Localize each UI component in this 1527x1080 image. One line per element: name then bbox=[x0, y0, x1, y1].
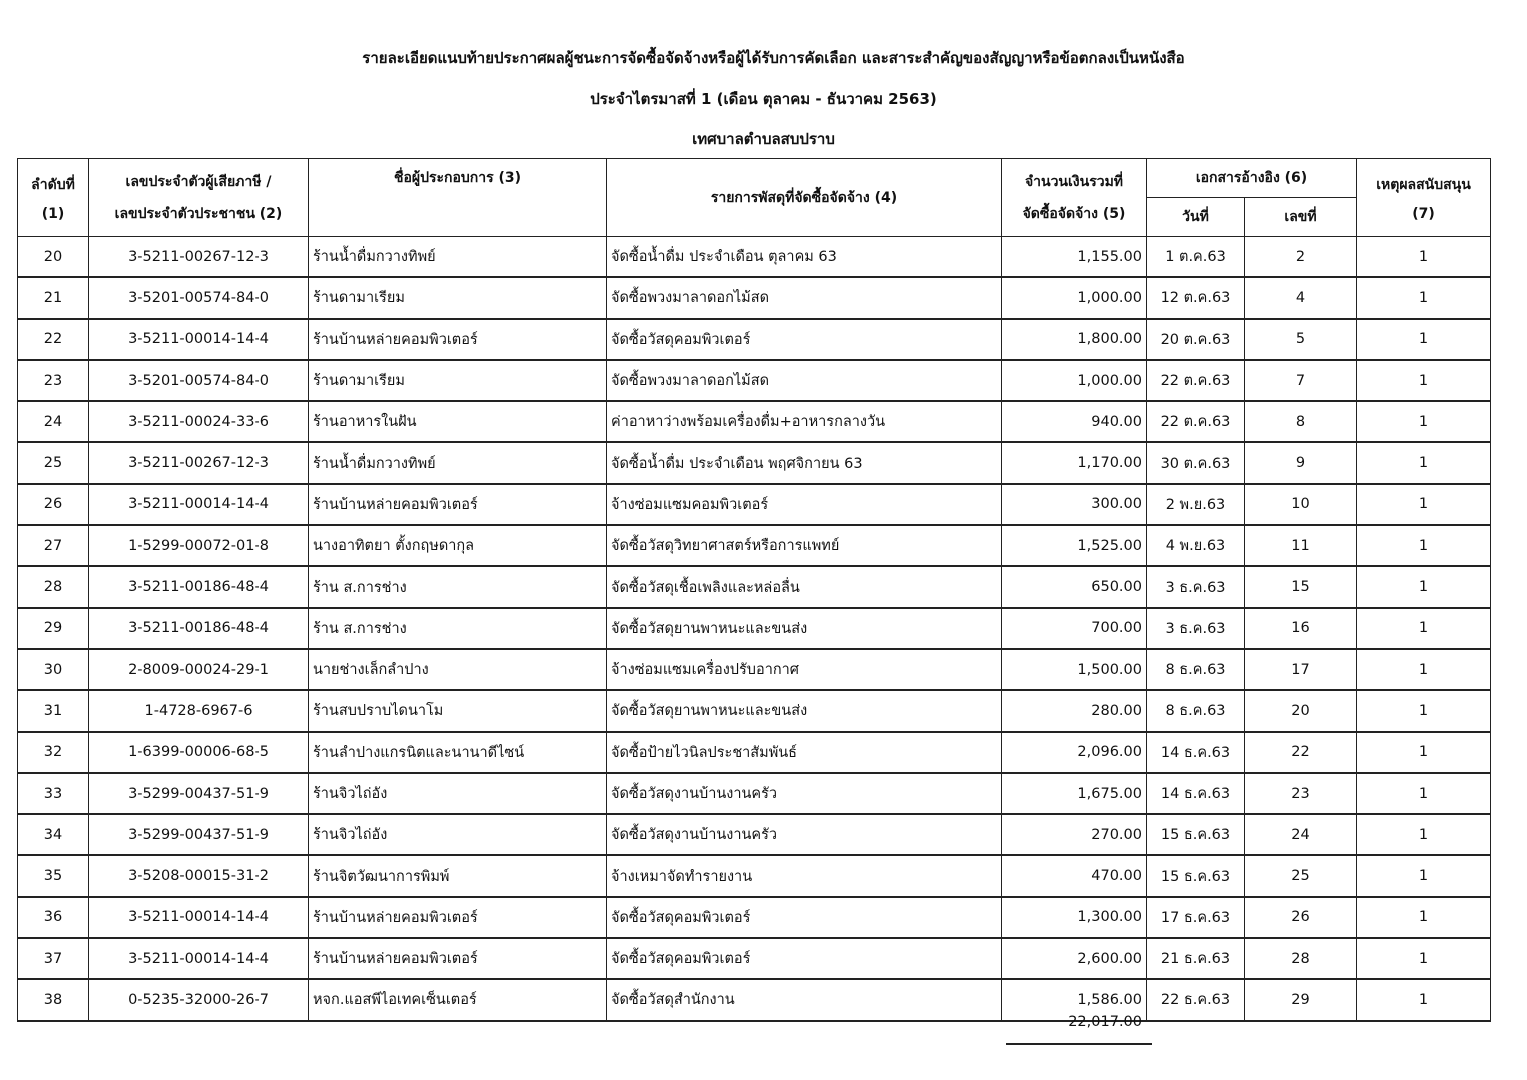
cell-vendor: หจก.แอสพีไอเทคเซ็นเตอร์ bbox=[309, 979, 607, 1020]
cell-amount: 1,000.00 bbox=[1002, 277, 1147, 318]
cell-seq: 35 bbox=[18, 855, 89, 896]
cell-vendor: ร้านจิตวัฒนาการพิมพ์ bbox=[309, 855, 607, 896]
cell-seq: 24 bbox=[18, 401, 89, 442]
cell-amount: 1,675.00 bbox=[1002, 773, 1147, 814]
header-reason-label: เหตุผลสนับสนุน bbox=[1376, 176, 1471, 193]
header-reason bbox=[1357, 159, 1491, 237]
header-taxid bbox=[89, 159, 309, 237]
cell-amount: 1,500.00 bbox=[1002, 649, 1147, 690]
header-amount-label: จำนวนเงินรวมที่ bbox=[1024, 173, 1124, 190]
cell-ref-date: 8 ธ.ค.63 bbox=[1147, 690, 1245, 731]
cell-taxid: 3-5211-00186-48-4 bbox=[89, 566, 309, 607]
cell-item: จัดซื้อน้ำดื่ม ประจำเดือน ตุลาคม 63 bbox=[607, 237, 1002, 278]
cell-item: จ้างเหมาจัดทำรายงาน bbox=[607, 855, 1002, 896]
cell-reason: 1 bbox=[1357, 442, 1491, 483]
cell-ref-no: 16 bbox=[1245, 608, 1357, 649]
cell-taxid: 3-5211-00014-14-4 bbox=[89, 319, 309, 360]
cell-ref-date: 22 ต.ค.63 bbox=[1147, 401, 1245, 442]
cell-taxid: 3-5211-00014-14-4 bbox=[89, 897, 309, 938]
cell-item: จัดซื้อวัสดุคอมพิวเตอร์ bbox=[607, 897, 1002, 938]
table-row bbox=[18, 814, 1491, 855]
cell-vendor: ร้านดามาเรียม bbox=[309, 360, 607, 401]
cell-amount: 650.00 bbox=[1002, 566, 1147, 607]
table-row bbox=[18, 319, 1491, 360]
cell-seq: 28 bbox=[18, 566, 89, 607]
table-row bbox=[18, 360, 1491, 401]
cell-seq: 37 bbox=[18, 938, 89, 979]
table-row bbox=[18, 566, 1491, 607]
cell-seq: 32 bbox=[18, 732, 89, 773]
cell-seq: 23 bbox=[18, 360, 89, 401]
cell-reason: 1 bbox=[1357, 732, 1491, 773]
document-subtitle-organization: เทศบาลตำบลสบปราบ bbox=[692, 130, 835, 148]
cell-amount: 1,525.00 bbox=[1002, 525, 1147, 566]
table-row bbox=[18, 938, 1491, 979]
cell-amount: 1,586.00 bbox=[1002, 979, 1147, 1020]
cell-reason: 1 bbox=[1357, 566, 1491, 607]
cell-taxid: 3-5211-00267-12-3 bbox=[89, 442, 309, 483]
cell-ref-no: 2 bbox=[1245, 237, 1357, 278]
cell-ref-date: 20 ต.ค.63 bbox=[1147, 319, 1245, 360]
cell-vendor: ร้านบ้านหล่ายคอมพิวเตอร์ bbox=[309, 897, 607, 938]
table-row bbox=[18, 277, 1491, 318]
cell-item: จัดซื้อน้ำดื่ม ประจำเดือน พฤศจิกายน 63 bbox=[607, 442, 1002, 483]
document-title: รายละเอียดแนบท้ายประกาศผลผู้ชนะการจัดซื้อจัดจ้างหรือผู้ได้รับการคัดเลือก และสาระสำคัญของสัญญาหรือข้อตกลงเป็นหนังสือ bbox=[362, 49, 1185, 67]
cell-vendor: ร้านน้ำดื่มกวางทิพย์ bbox=[309, 237, 607, 278]
cell-vendor: ร้านบ้านหล่ายคอมพิวเตอร์ bbox=[309, 484, 607, 525]
cell-taxid: 3-5299-00437-51-9 bbox=[89, 773, 309, 814]
cell-ref-no: 11 bbox=[1245, 525, 1357, 566]
cell-ref-date: 4 พ.ย.63 bbox=[1147, 525, 1245, 566]
cell-vendor: ร้านสบปราบไดนาโม bbox=[309, 690, 607, 731]
cell-ref-date: 14 ธ.ค.63 bbox=[1147, 773, 1245, 814]
cell-taxid: 1-5299-00072-01-8 bbox=[89, 525, 309, 566]
cell-reason: 1 bbox=[1357, 360, 1491, 401]
cell-ref-date: 17 ธ.ค.63 bbox=[1147, 897, 1245, 938]
cell-taxid: 1-4728-6967-6 bbox=[89, 690, 309, 731]
cell-vendor: ร้านจิวไถ่อัง bbox=[309, 814, 607, 855]
cell-seq: 33 bbox=[18, 773, 89, 814]
cell-ref-date: 30 ต.ค.63 bbox=[1147, 442, 1245, 483]
cell-seq: 25 bbox=[18, 442, 89, 483]
table-row bbox=[18, 690, 1491, 731]
cell-reason: 1 bbox=[1357, 855, 1491, 896]
table-row bbox=[18, 979, 1491, 1020]
cell-seq: 34 bbox=[18, 814, 89, 855]
cell-item: จัดซื้อวัสดุเชื้อเพลิงและหล่อลื่น bbox=[607, 566, 1002, 607]
cell-ref-date: 15 ธ.ค.63 bbox=[1147, 814, 1245, 855]
cell-reason: 1 bbox=[1357, 401, 1491, 442]
cell-seq: 38 bbox=[18, 979, 89, 1020]
cell-amount: 2,096.00 bbox=[1002, 732, 1147, 773]
cell-taxid: 1-6399-00006-68-5 bbox=[89, 732, 309, 773]
cell-vendor: ร้านจิวไถ่อัง bbox=[309, 773, 607, 814]
cell-ref-date: 22 ต.ค.63 bbox=[1147, 360, 1245, 401]
cell-ref-no: 25 bbox=[1245, 855, 1357, 896]
cell-ref-no: 17 bbox=[1245, 649, 1357, 690]
header-ref-no: เลขที่ bbox=[1245, 198, 1357, 237]
cell-item: จัดซื้อพวงมาลาดอกไม้สด bbox=[607, 360, 1002, 401]
cell-taxid: 2-8009-00024-29-1 bbox=[89, 649, 309, 690]
cell-amount: 1,170.00 bbox=[1002, 442, 1147, 483]
cell-vendor: ร้าน ส.การช่าง bbox=[309, 566, 607, 607]
cell-ref-no: 4 bbox=[1245, 277, 1357, 318]
cell-item: จัดซื้อวัสดุคอมพิวเตอร์ bbox=[607, 938, 1002, 979]
cell-taxid: 3-5211-00014-14-4 bbox=[89, 938, 309, 979]
cell-vendor: ร้านน้ำดื่มกวางทิพย์ bbox=[309, 442, 607, 483]
cell-seq: 30 bbox=[18, 649, 89, 690]
cell-taxid: 0-5235-32000-26-7 bbox=[89, 979, 309, 1020]
cell-taxid: 3-5201-00574-84-0 bbox=[89, 277, 309, 318]
cell-item: จัดซื้อวัสดุยานพาหนะและขนส่ง bbox=[607, 690, 1002, 731]
cell-seq: 27 bbox=[18, 525, 89, 566]
table-row bbox=[18, 442, 1491, 483]
cell-reason: 1 bbox=[1357, 237, 1491, 278]
cell-ref-date: 2 พ.ย.63 bbox=[1147, 484, 1245, 525]
header-ref-date: วันที่ bbox=[1147, 198, 1245, 237]
cell-ref-date: 21 ธ.ค.63 bbox=[1147, 938, 1245, 979]
cell-item: จัดซื้อวัสดุคอมพิวเตอร์ bbox=[607, 319, 1002, 360]
header-taxid-label: เลขประจำตัวผู้เสียภาษี / bbox=[125, 173, 272, 190]
cell-item: จัดซื้อพวงมาลาดอกไม้สด bbox=[607, 277, 1002, 318]
cell-vendor: ร้านดามาเรียม bbox=[309, 277, 607, 318]
cell-ref-no: 10 bbox=[1245, 484, 1357, 525]
cell-taxid: 3-5211-00267-12-3 bbox=[89, 237, 309, 278]
cell-vendor: ร้านลำปางแกรนิตและนานาดีไซน์ bbox=[309, 732, 607, 773]
cell-amount: 1,800.00 bbox=[1002, 319, 1147, 360]
cell-amount: 300.00 bbox=[1002, 484, 1147, 525]
cell-item: จัดซื้อวัสดุยานพาหนะและขนส่ง bbox=[607, 608, 1002, 649]
cell-vendor: ร้านบ้านหล่ายคอมพิวเตอร์ bbox=[309, 319, 607, 360]
cell-amount: 280.00 bbox=[1002, 690, 1147, 731]
cell-ref-date: 15 ธ.ค.63 bbox=[1147, 855, 1245, 896]
cell-vendor: ร้านบ้านหล่ายคอมพิวเตอร์ bbox=[309, 938, 607, 979]
cell-reason: 1 bbox=[1357, 938, 1491, 979]
cell-item: จัดซื้อวัสดุงานบ้านงานครัว bbox=[607, 773, 1002, 814]
header-taxid-label-2: เลขประจำตัวประชาชน (2) bbox=[114, 205, 283, 222]
cell-reason: 1 bbox=[1357, 773, 1491, 814]
cell-vendor: นางอาทิตยา ตั้งกฤษดากุล bbox=[309, 525, 607, 566]
cell-seq: 36 bbox=[18, 897, 89, 938]
table-row bbox=[18, 525, 1491, 566]
cell-reason: 1 bbox=[1357, 979, 1491, 1020]
cell-amount: 700.00 bbox=[1002, 608, 1147, 649]
cell-ref-no: 20 bbox=[1245, 690, 1357, 731]
cell-item: ค่าอาหาว่างพร้อมเครื่องดื่ม+อาหารกลางวัน bbox=[607, 401, 1002, 442]
cell-amount: 270.00 bbox=[1002, 814, 1147, 855]
cell-vendor: นายช่างเล็กลำปาง bbox=[309, 649, 607, 690]
cell-item: จัดซื้อวัสดุสำนักงาน bbox=[607, 979, 1002, 1020]
total-underline bbox=[1006, 1043, 1152, 1045]
table-row bbox=[18, 855, 1491, 896]
cell-reason: 1 bbox=[1357, 525, 1491, 566]
cell-taxid: 3-5208-00015-31-2 bbox=[89, 855, 309, 896]
cell-ref-no: 15 bbox=[1245, 566, 1357, 607]
header-reason-number: (7) bbox=[1412, 205, 1435, 222]
cell-ref-no: 24 bbox=[1245, 814, 1357, 855]
cell-seq: 20 bbox=[18, 237, 89, 278]
grand-total: 22,017.00 bbox=[1068, 1014, 1142, 1030]
cell-ref-date: 3 ธ.ค.63 bbox=[1147, 566, 1245, 607]
header-amount-label-2: จัดซื้อจัดจ้าง (5) bbox=[1022, 205, 1126, 222]
cell-item: จ้างซ่อมแซมคอมพิวเตอร์ bbox=[607, 484, 1002, 525]
cell-amount: 1,000.00 bbox=[1002, 360, 1147, 401]
table-row bbox=[18, 732, 1491, 773]
table-row bbox=[18, 484, 1491, 525]
table-body bbox=[18, 237, 1491, 1021]
cell-ref-no: 28 bbox=[1245, 938, 1357, 979]
header-amount bbox=[1002, 159, 1147, 237]
cell-reason: 1 bbox=[1357, 649, 1491, 690]
cell-amount: 1,155.00 bbox=[1002, 237, 1147, 278]
cell-seq: 22 bbox=[18, 319, 89, 360]
cell-seq: 21 bbox=[18, 277, 89, 318]
cell-reason: 1 bbox=[1357, 814, 1491, 855]
cell-reason: 1 bbox=[1357, 608, 1491, 649]
cell-taxid: 3-5201-00574-84-0 bbox=[89, 360, 309, 401]
cell-vendor: ร้าน ส.การช่าง bbox=[309, 608, 607, 649]
cell-ref-date: 14 ธ.ค.63 bbox=[1147, 732, 1245, 773]
table-row bbox=[18, 773, 1491, 814]
cell-ref-no: 9 bbox=[1245, 442, 1357, 483]
table-row bbox=[18, 237, 1491, 278]
cell-ref-date: 8 ธ.ค.63 bbox=[1147, 649, 1245, 690]
cell-amount: 470.00 bbox=[1002, 855, 1147, 896]
cell-item: จ้างซ่อมแซมเครื่องปรับอากาศ bbox=[607, 649, 1002, 690]
cell-item: จัดซื้อวัสดุวิทยาศาสตร์หรือการแพทย์ bbox=[607, 525, 1002, 566]
cell-ref-date: 3 ธ.ค.63 bbox=[1147, 608, 1245, 649]
procurement-table bbox=[17, 158, 1491, 1022]
table-row bbox=[18, 608, 1491, 649]
cell-seq: 26 bbox=[18, 484, 89, 525]
cell-ref-no: 22 bbox=[1245, 732, 1357, 773]
cell-reason: 1 bbox=[1357, 319, 1491, 360]
table-row bbox=[18, 401, 1491, 442]
cell-reason: 1 bbox=[1357, 484, 1491, 525]
header-seq-number: (1) bbox=[41, 205, 65, 222]
cell-seq: 29 bbox=[18, 608, 89, 649]
cell-taxid: 3-5299-00437-51-9 bbox=[89, 814, 309, 855]
cell-ref-no: 5 bbox=[1245, 319, 1357, 360]
header-seq-label: ลำดับที่ bbox=[31, 176, 75, 193]
cell-taxid: 3-5211-00024-33-6 bbox=[89, 401, 309, 442]
cell-ref-no: 8 bbox=[1245, 401, 1357, 442]
cell-seq: 31 bbox=[18, 690, 89, 731]
cell-reason: 1 bbox=[1357, 690, 1491, 731]
cell-ref-date: 1 ต.ค.63 bbox=[1147, 237, 1245, 278]
document-subtitle-quarter: ประจำไตรมาสที่ 1 (เดือน ตุลาคม - ธันวาคม 2563) bbox=[590, 90, 937, 108]
cell-ref-no: 23 bbox=[1245, 773, 1357, 814]
cell-vendor: ร้านอาหารในฝัน bbox=[309, 401, 607, 442]
cell-amount: 2,600.00 bbox=[1002, 938, 1147, 979]
header-reference: เอกสารอ้างอิง (6) bbox=[1147, 159, 1357, 198]
cell-ref-date: 22 ธ.ค.63 bbox=[1147, 979, 1245, 1020]
cell-item: จัดซื้อวัสดุงานบ้านงานครัว bbox=[607, 814, 1002, 855]
table-row bbox=[18, 897, 1491, 938]
header-vendor: ชื่อผู้ประกอบการ (3) bbox=[309, 159, 607, 237]
cell-ref-no: 7 bbox=[1245, 360, 1357, 401]
cell-taxid: 3-5211-00186-48-4 bbox=[89, 608, 309, 649]
header-item: รายการพัสดุที่จัดซื้อจัดจ้าง (4) bbox=[607, 159, 1002, 237]
cell-reason: 1 bbox=[1357, 277, 1491, 318]
cell-amount: 940.00 bbox=[1002, 401, 1147, 442]
cell-item: จัดซื้อป้ายไวนิลประชาสัมพันธ์ bbox=[607, 732, 1002, 773]
cell-taxid: 3-5211-00014-14-4 bbox=[89, 484, 309, 525]
cell-ref-no: 29 bbox=[1245, 979, 1357, 1020]
cell-amount: 1,300.00 bbox=[1002, 897, 1147, 938]
cell-reason: 1 bbox=[1357, 897, 1491, 938]
header-seq bbox=[18, 159, 89, 237]
table-row bbox=[18, 649, 1491, 690]
cell-ref-date: 12 ต.ค.63 bbox=[1147, 277, 1245, 318]
cell-ref-no: 26 bbox=[1245, 897, 1357, 938]
